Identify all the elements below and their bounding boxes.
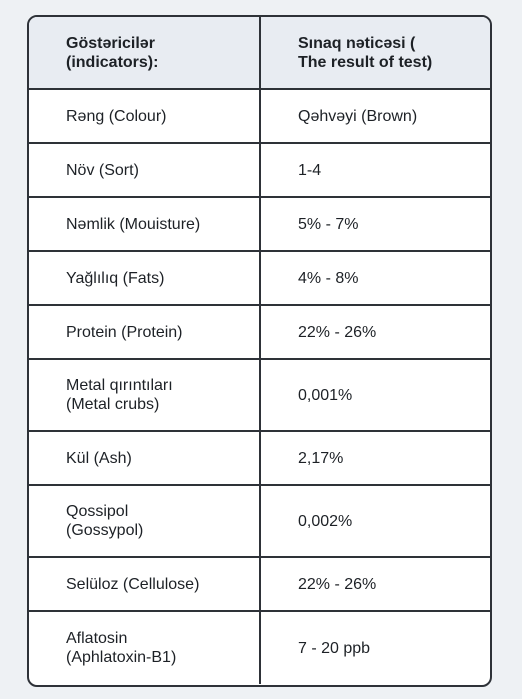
table-header-row <box>29 17 490 90</box>
result-text: 4% - 8% <box>298 269 359 287</box>
indicator-cell <box>29 612 261 684</box>
table-row <box>29 612 490 684</box>
indicator-text: Yağlılıq (Fats) <box>66 269 165 287</box>
indicator-text: Rəng (Colour) <box>66 107 167 125</box>
indicator-cell <box>29 486 261 556</box>
table-row <box>29 558 490 612</box>
result-text: Qəhvəyi (Brown) <box>298 107 418 125</box>
result-text: 22% - 26% <box>298 323 377 341</box>
indicator-cell <box>29 144 261 196</box>
indicator-text: Aflatosin (Aphlatoxin-B1) <box>66 630 177 666</box>
result-text: 0,001% <box>298 386 353 404</box>
result-cell <box>261 612 490 684</box>
result-text: 2,17% <box>298 449 344 467</box>
result-cell <box>261 486 490 556</box>
table-row <box>29 360 490 432</box>
result-cell <box>261 306 490 358</box>
result-text: 7 - 20 ppb <box>298 639 371 657</box>
result-cell <box>261 360 490 430</box>
indicator-text: Nəmlik (Mouisture) <box>66 215 201 233</box>
result-cell <box>261 144 490 196</box>
indicator-text: Metal qırıntıları (Metal crubs) <box>66 377 173 413</box>
indicator-text: Kül (Ash) <box>66 449 132 467</box>
indicator-cell <box>29 90 261 142</box>
result-cell <box>261 432 490 484</box>
header-test-result-label: Sınaq nəticəsi ( The result of test) <box>298 34 433 71</box>
table-row <box>29 486 490 558</box>
result-text: 5% - 7% <box>298 215 359 233</box>
result-cell <box>261 198 490 250</box>
table-row <box>29 144 490 198</box>
result-text: 0,002% <box>298 512 353 530</box>
result-text: 1-4 <box>298 161 322 179</box>
table-row <box>29 306 490 360</box>
indicator-cell <box>29 306 261 358</box>
table-row <box>29 90 490 144</box>
header-test-result <box>261 17 490 88</box>
result-cell <box>261 252 490 304</box>
indicator-text: Qossipol (Gossypol) <box>66 503 144 539</box>
header-indicators <box>29 17 261 88</box>
indicators-table <box>27 15 492 687</box>
result-text: 22% - 26% <box>298 575 377 593</box>
result-cell <box>261 90 490 142</box>
indicator-text: Selüloz (Cellulose) <box>66 575 200 593</box>
table-row <box>29 432 490 486</box>
table-row <box>29 198 490 252</box>
header-indicators-label: Göstəricilər (indicators): <box>66 34 159 71</box>
result-cell <box>261 558 490 610</box>
indicator-cell <box>29 198 261 250</box>
indicator-cell <box>29 252 261 304</box>
indicator-cell <box>29 432 261 484</box>
indicator-cell <box>29 360 261 430</box>
indicator-text: Növ (Sort) <box>66 161 139 179</box>
table-row <box>29 252 490 306</box>
indicator-cell <box>29 558 261 610</box>
indicator-text: Protein (Protein) <box>66 323 183 341</box>
